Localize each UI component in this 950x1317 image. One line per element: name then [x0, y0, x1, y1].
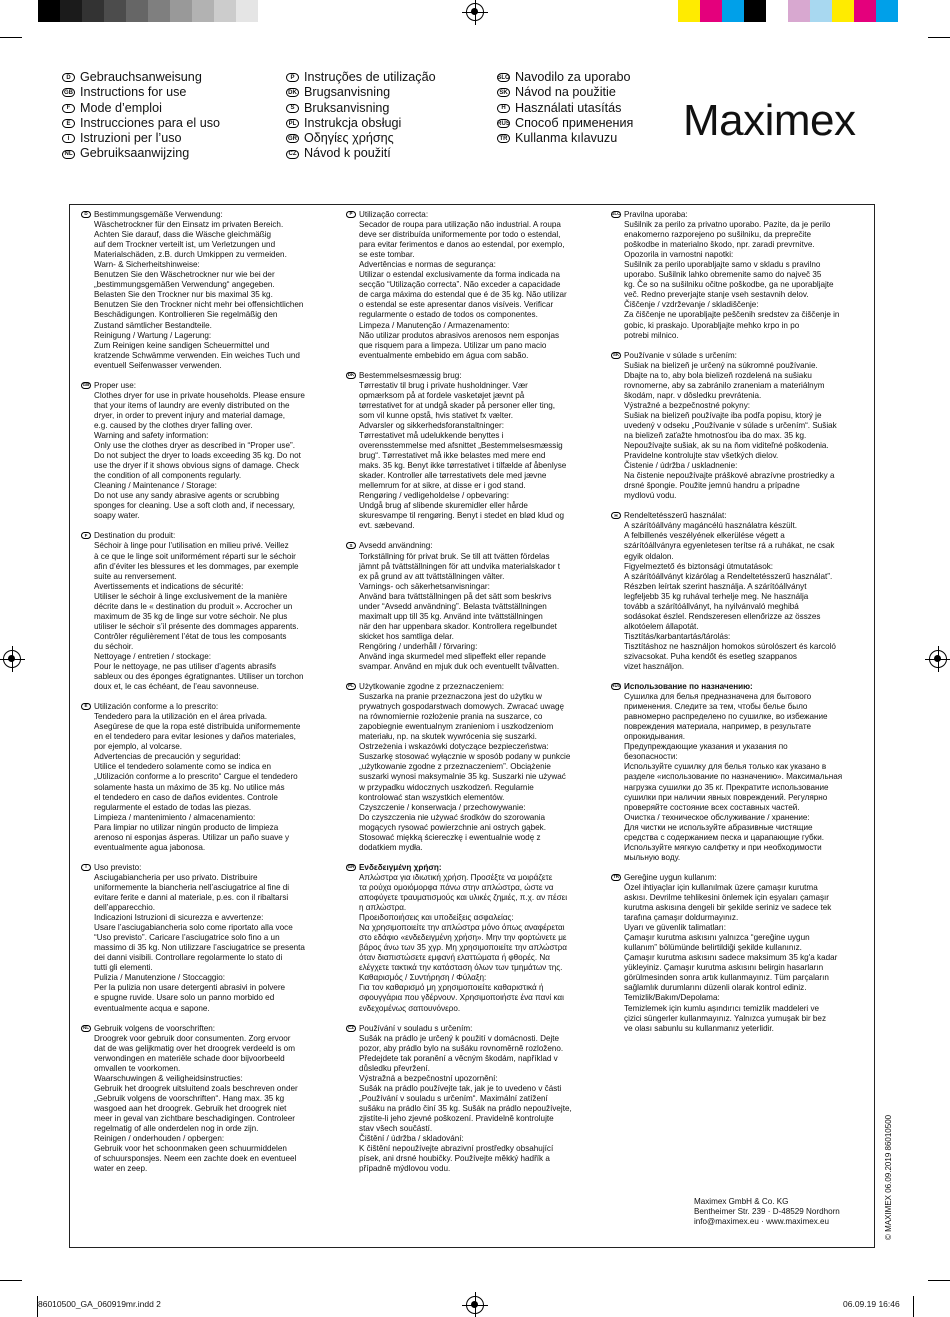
section-title: Používanie v súlade s určením:	[624, 350, 737, 360]
section-title: Avsedd användning:	[359, 541, 433, 551]
language-list-2	[286, 70, 436, 162]
section-heading	[346, 1024, 608, 1034]
section-body: Séchoir à linge pour l’utilisation en milieu privé. Veillez à ce que le linge soit uniformément réparti sur le séchoir afin d’éviter les blessures et les dommages, par exemple suite au renversement. Avertissements et indications de sécurité: Utiliser le séchoir à linge exclusivement de la manière décrite dans le « destination du produit ». Accrocher un maximum de 35 kg de linge sur votre séchoir. Ne plus utiliser le séchoir s’il présente des dommages apparents. Contrôler régulièrement l’état de tous les composants du séchoir. Nettoyage / entretien / stockage: Pour le nettoyage, ne pas utiliser d’agents abrasifs sableux ou des éponges égratignantes. Utiliser un torchon doux et, le cas échéant, de l’eau savonneuse.	[94, 541, 304, 692]
footer-datetime: 06.09.19 16:46	[843, 1299, 900, 1309]
language-title	[62, 146, 220, 161]
language-title	[497, 131, 633, 146]
language-code-badge: S	[346, 542, 356, 549]
language-title-text: Bruksanvisning	[304, 100, 390, 115]
language-title-text: Návod k použití	[304, 146, 391, 161]
section-title: Destination du produit:	[94, 531, 176, 541]
gray-swatch	[214, 0, 236, 22]
instruction-section	[81, 531, 343, 692]
section-heading	[611, 210, 873, 220]
language-title-text: Instructions for use	[80, 85, 187, 100]
color-swatch	[722, 0, 744, 22]
section-title: Uso previsto:	[94, 862, 142, 872]
section-heading	[81, 210, 343, 220]
instruction-section	[611, 873, 873, 1034]
gray-swatch	[126, 0, 148, 22]
section-body: Sušák na prádlo je určený k použití v domácnosti. Dejte pozor, aby prádlo bylo na sušáku rovnoměrně rozloženo. Předejdete tak poranění a věcným škodám, například v důsledku převržení. Výstražná a bezpečnostní upozornění: Sušák na prádlo používejte tak, jak je to uvedeno v části „Používání v souladu s určením“. Maximální zatížení sušáku na prádlo činí 35 kg. Sušák na prádlo nepoužívejte, zjistíte-li jeho zjevné poškození. Pravidelně kontrolujte stav všech součástí. Čištění / údržba / skladování: K čištění nepoužívejte abrazivní prostředky obsahující písek, ani drsné houbičky. Používejte měkký hadřík a případně mýdlovou vodu.	[359, 1033, 572, 1174]
language-title	[62, 131, 220, 146]
language-title-text: Gebruiksaanwijzing	[80, 146, 190, 161]
language-title	[286, 116, 436, 131]
language-code-badge: DK	[347, 371, 355, 377]
language-code-badge: GB	[64, 89, 73, 96]
section-body: Wäschetrockner für den Einsatz im privaten Bereich. Achten Sie darauf, dass die Wäsche gleichmäßig auf dem Trockner verteilt ist, um Verletzungen und Materialschäden, z.B. durch Umkippen zu vermeiden. Warn- & Sicherheitshinweise: Benutzen Sie den Wäschetrockner nur wie bei der „bestimmungsgemäßen Verwendung“ angegeben. Belasten Sie den Trockner nur bis maximal 35 kg. Benutzen Sie den Trockner nicht mehr bei offensichtlichen Beschädigungen. Kontrollieren Sie regelmäßig den Zustand sämtlicher Bestandteile. Reinigung / Wartung / Lagerung: Zum Reinigen keine sandigen Scheuermittel und kratzende Schwämme verwenden. Ein weiches Tuch und eventuell Seifenwasser verwenden.	[94, 220, 304, 370]
language-title-text: Brugsanvisning	[304, 85, 391, 100]
section-body: Sušiak na bielizeň je určený na súkromné používanie. Dbajte na to, aby bola bielizeň rozdelená na sušiaku rovnomerne, aby sa zabránilo zraneniam a materiálnym škodám, napr. v dôsledku prevrátenia. Výstražné a bezpečnostné pokyny: Sušiak na bielizeň používajte iba podľa popisu, ktorý je uvedený v odseku „Používanie v súlade s určením“. Sušiak na bielizeň zaťažte hmotnosťou iba do max. 35 kg. Nepoužívajte sušiak, ak su na ňom viditeľné poškodenia. Pravidelne kontrolujte stav všetkých dielov. Čistenie / údržba / uskladnenie: Na čistenie nepoužívajte práškové abrazívne prostriedky a drsné špongie. Použite jemnú handru a prípadne mydlovú vodu.	[624, 360, 837, 501]
instruction-column-1	[81, 210, 343, 1184]
language-code-badge: RUS	[611, 683, 621, 689]
section-body: Sušilnik za perilo za privatno uporabo. Pazite, da je perilo enakomerno razporejeno po sušilniku, da preprečite poškodbe in materialno škodo, npr. zaradi prevrnitve. Opozorila in varnostni napotki: Sušilnik za perilo uporabljajte samo v skladu s pravilno uporabo. Sušilnik lahko obremenite samo do največ 35 kg. Če so na sušilniku očitne poškodbe, ga ne uporabljajte več. Redno preverjajte stanje vseh sestavnih delov. Čiščenje / vzdrževanje / skladiščenje: Za čiščenje ne uporabljajte peščenih sredstev za čiščenje in gobic, ki praskajo. Uporabljajte mehko krpo in po potrebi milnico.	[624, 220, 840, 340]
language-title	[286, 85, 436, 100]
language-title	[286, 131, 436, 146]
color-calibration-strip	[678, 0, 898, 22]
section-body: Suszarka na pranie przeznaczona jest do użytku w prywatnych gospodarstwach domowych. Zwracać uwagę na równomiernie rozłożenie prania na suszarce, co zapobiegnie ewentualnym zranieniom i uszkodzeniom materiału, np. na skutek wywrócenia się suszarki. Ostrzeżenia i wskazówki dotyczące bezpieczeństwa: Suszarkę stosować wyłącznie w sposób podany w punkcie „użytkowanie zgodne z przeznaczeniem”. Obciążenie suszarki wynosi maksymalnie 35 kg. Suszarki nie używać w przypadku widocznych uszkodzeń. Regularnie kontrolować stan wszystkich elementów. Czyszczenie / konserwacja / przechowywanie: Do czyszczenia nie używać środków do szorowania mogących rysować powierzchnie ani ostrych gąbek. Stosować miękką ściereczkę i ewentualnie wodę z dodatkiem mydła.	[359, 692, 571, 852]
registration-mark-top	[466, 3, 484, 21]
color-swatch	[876, 0, 898, 22]
section-body: Tendedero para la utilización en el área privada. Asegúrese de que la ropa esté distribuida uniformemente en el tendedero para evitar lesiones y daños materiales, por ejemplo, al volcarse. Advertencias de precaución y seguridad: Utilice el tendedero solamente como se indica en „Utilización conforme a lo prescrito“ Cargue el tendedero solamente hasta un máximo de 35 kg. No utilice más el tendedero en caso de daños evidentes. Controle regularmente el estado de todas las piezas. Limpieza / mantenimiento / almacenamiento: Para limpiar no utilizar ningún producto de limpieza arenoso ni esponjas ásperas. Utilizar un paño suave y eventualmente agua jabonosa.	[94, 712, 301, 852]
instruction-section	[611, 351, 873, 502]
gray-swatch	[148, 0, 170, 22]
section-body: Απλώστρα για ιδιωτική χρήση. Προσέξτε να μοιράζετε τα ρούχα ομοιόμορφα πάνω στην απλώστρα, ώστε να αποφύγετε τραυματισμούς και υλικές ζημιές, π.χ. αν πέσει η απλώστρα. Προειδοποιήσεις και υποδείξεις ασφαλείας: Να χρησιμοποιείτε την απλώστρα μόνο όπως αναφέρεται στο εδάφιο «ενδεδειγμένη χρήση». Μην την φορτώνετε με βάρος άνω των 35 χγρ. Μη χρησιμοποιείτε την απλώστρα όταν διαπιστώσετε εμφανή ελαττώματα ή φθορές. Να ελέγχετε τακτικά την κατάσταση όλων των τμημάτων της. Καθαρισμός / Συντήρηση / Φύλαξη: Για τον καθαρισμό μη χρησιμοποιείτε καθαριστικά ή σφουγγάρια που γδέρνουν. Χρησιμοποιήστε ένα πανί και ενδεχομένως σαπουνόνερο.	[359, 872, 568, 1013]
language-title-text: Kullanma kılavuzu	[515, 131, 618, 146]
section-title: Proper use:	[94, 380, 137, 390]
language-code-badge: SK	[497, 88, 510, 97]
section-title: Používání v souladu s určením:	[359, 1023, 473, 1033]
crop-mark	[0, 37, 22, 38]
crop-mark	[913, 1296, 914, 1317]
language-title	[497, 101, 633, 116]
language-code-badge: H	[611, 512, 621, 519]
crop-mark	[0, 1280, 22, 1281]
language-code-badge: CZ	[286, 150, 299, 159]
section-heading	[81, 1024, 343, 1034]
language-code-badge: E	[62, 119, 75, 128]
instruction-section	[611, 511, 873, 672]
language-title	[497, 116, 633, 131]
section-body: Torkställning för privat bruk. Se till att tvätten fördelas jämnt på tvättställningen för att undvika materialskador t ex på grund av att tvättställningen välter. Varnings- och säkerhetsanvisningar: Använd bara tvättställningen på det sätt som beskrivs under “Avsedd användning”. Belasta tvättställningen maximalt upp till 35 kg. Använd inte tvättställningen när den har uppenbara skador. Kontrollera regelbundet skicket hos samtliga delar. Rengöring / underhåll / förvaring: Använd inga skurmedel med slipeffekt eller repande svampar. Använd en mjuk duk och eventuellt tvålvatten.	[359, 551, 560, 672]
copyright-code: © MAXIMEX 06.09.2019 86010500	[884, 1114, 893, 1240]
registration-mark-bottom	[466, 1296, 484, 1314]
language-code-badge: F	[81, 532, 91, 539]
language-title	[497, 70, 633, 85]
color-swatch	[700, 0, 722, 22]
section-heading	[611, 351, 873, 361]
language-code-badge: DK	[286, 88, 299, 97]
color-swatch	[788, 0, 810, 22]
language-code-badge: E	[81, 703, 91, 710]
color-swatch	[810, 0, 832, 22]
gray-swatch	[236, 0, 258, 22]
language-title-text: Návod na použitie	[515, 85, 616, 100]
language-title	[62, 101, 220, 116]
language-title-text: Οδηγίες χρήσης	[304, 131, 394, 146]
language-code-badge: F	[62, 104, 75, 113]
instruction-section	[611, 682, 873, 863]
language-title-text: Gebrauchsanweisung	[80, 70, 202, 84]
section-heading	[611, 682, 873, 692]
instruction-section	[81, 381, 343, 522]
section-body: Clothes dryer for use in private households. Please ensure that your items of laundry are evenly distributed on the dryer, in order to prevent injury and material damage, e.g. caused by the clothes dryer falling over. Warning and safety information: Only use the clothes dryer as described in “Proper use”. Do not subject the dryer to loads exceeding 35 kg. Do not use the dryer if it shows obvious signs of damage. Check the condition of all components regularly. Cleaning / Maintenance / Storage: Do not use any sandy abrasive agents or scrubbing sponges for cleaning. Use a soft cloth and, if necessary, soapy water.	[94, 390, 305, 521]
language-code-badge: I	[81, 864, 91, 871]
section-heading	[81, 702, 343, 712]
language-title-text: Instrucciones para el uso	[80, 115, 221, 130]
section-body: Droogrek voor gebruik door consumenten. Zorg ervoor dat de was gelijkmatig over het droogrek verdeeld is om verwondingen en materiële schade door bijvoorbeeld omvallen te voorkomen. Waarschuwingen & veiligheidsinstructies: Gebruik het droogrek uitsluitend zoals beschreven onder „Gebruik volgens de voorschriften“. Hang max. 35 kg wasgoed aan het droogrek. Gebruik het droogrek niet meer in geval van zichtbare beschadigingen. Controleer regelmatig of alle onderdelen nog in orde zijn. Reinigen / onderhouden / opbergen: Gebruik voor het schoonmaken geen schuurmiddelen of schuursponsjes. Neem een zachte doek en eventueel water en zeep.	[94, 1033, 298, 1174]
color-swatch	[678, 0, 700, 22]
language-code-badge: PL	[346, 683, 356, 690]
section-body: Сушилка для белья предназначена для бытового применения. Следите за тем, чтобы белье было равномерно распределено по сушилке, во избежание повреждения материала, например, в результате опрокидывания. Предупреждающие указания и указания по безопасности: Используйте сушилку для белья только как указано в разделе «использование по назначению». Максимальная нагрузка сушилки до 35 кг. Прекратите использование сушилки при наличии явных повреждений. Регулярно проверяйте состояние всех составных частей. Очистка / техническое обслуживание / хранение: Для чистки не используйте абразивные чистящие средства с содержанием песка и царапающие губки. Используйте мягкую салфетку и при необходимости мыльную воду.	[624, 692, 843, 862]
section-heading	[81, 863, 343, 873]
section-title: Ενδεδειγμένη χρήση:	[359, 862, 442, 872]
language-code-badge: I	[62, 134, 75, 143]
instruction-column-3	[611, 210, 873, 1044]
gray-swatch	[82, 0, 104, 22]
language-code-badge: GB	[82, 382, 90, 387]
section-title: Bestimmungsgemäße Verwendung:	[94, 210, 223, 219]
section-heading	[81, 381, 343, 391]
section-title: Utilização correcta:	[359, 210, 429, 219]
language-list-3	[497, 70, 633, 146]
instruction-column-2	[346, 210, 608, 1184]
section-heading	[346, 371, 608, 381]
section-heading	[346, 541, 608, 551]
crop-mark	[928, 1280, 950, 1281]
instruction-section	[81, 1024, 343, 1175]
color-swatch	[766, 0, 788, 22]
gray-swatch	[192, 0, 214, 22]
language-code-badge: D	[62, 73, 75, 82]
gray-swatch	[170, 0, 192, 22]
language-title	[62, 70, 220, 85]
section-heading	[81, 531, 343, 541]
language-code-badge: SLO	[611, 211, 621, 217]
language-code-badge: RUS	[497, 120, 510, 127]
language-title	[62, 85, 220, 100]
instruction-section	[611, 210, 873, 341]
registration-mark-right	[929, 650, 947, 668]
section-title: Użytkowanie zgodne z przeznaczeniem:	[359, 682, 504, 692]
language-title-text: Instruções de utilização	[304, 70, 436, 84]
section-body: Özel ihtiyaçlar için kullanılmak üzere çamaşır kurutma askısı. Devrilme tehlikesini önlemek için eşyaları çamaşır kurutma askısına dengeli bir şekilde seriniz ve sadece tek tarafına çamaşır doldurmayınız. Uyarı ve güvenlik talimatları: Çamaşır kurutma askısını yalnızca “gereğine uygun kullanım” bölümünde belirtildiği şekilde kullanınız. Çamaşır kurutma askısını sadece maksimum 35 kg'a kadar yükleyiniz. Çamaşır kurutma askısını belirgin hasarların görülmesinden sonra artık kullanmayınız. Tüm parçaların sağlamlık durumlarını düzenli olarak kontrol ediniz. Temizlik/Bakım/Depolama: Temizlemek için kumlu aşındırıcı temizlik maddeleri ve çizici süngerler kullanmayınız. Yalnızca yumuşak bir bez ve olası sabunlu su kullanmanız yeterlidir.	[624, 882, 838, 1033]
gray-swatch	[38, 0, 60, 22]
language-code-badge: SLO	[497, 74, 510, 81]
language-title	[286, 101, 436, 116]
section-heading	[346, 863, 608, 873]
section-title: Gereğine uygun kullanım:	[624, 872, 717, 882]
section-body: A szárítóállvány magáncélú használatra készült. A felbillenés veszélyének elkerülése végett a szárítóállványra egyenletesen terítse rá a ruhákat, ne csak egyik oldalon. Figyelmeztető és biztonsági útmutatások: A szárítóállványt kizárólag a Rendeltetésszerű használat”. Részben leírtak szerint használja. A szárítóállványt legfeljebb 35 kg ruhával terhelje meg. Ne használja tovább a szárítóállványt, ha nyilvánvaló meghibá sodásokat észlel. Rendszeresen ellenőrizze az összes alkotóelem állapotát. Tisztítás/karbantartás/tárolás: Tisztításhoz ne használjon homokos súrolószert és karcoló szivacsokat. Puha kendőt és esetleg szappanos vizet használjon.	[624, 521, 836, 672]
instruction-section	[346, 863, 608, 1014]
section-body: Secador de roupa para utilização não industrial. A roupa deve ser distribuída uniformemente por todo o estendal, para evitar ferimentos e danos ao estendal, por exemplo, se este tombar. Advertências e normas de segurança: Utilizar o estendal exclusivamente da forma indicada na secção “Utilização correcta”. Não exceder a capacidade de carga máxima do estendal que é de 35 kg. Não utilizar o estendal se este apresentar danos visíveis. Verificar regularmente o estado de todos os componentes. Limpeza / Manutenção / Armazenamento: Não utilizar produtos abrasivos arenosos nem esponjas que risquem para a limpeza. Utilizar um pano macio eventualmente embebido em água com sabão.	[359, 220, 567, 360]
section-heading	[346, 682, 608, 692]
language-title-text: Használati utasítás	[515, 100, 622, 115]
language-title-text: Instrukcja obsługi	[304, 115, 402, 130]
language-title	[286, 70, 436, 85]
instruction-section	[81, 702, 343, 853]
language-code-badge: P	[286, 73, 299, 82]
section-title: Rendeltetésszerű használat:	[624, 511, 727, 521]
color-swatch	[832, 0, 854, 22]
language-code-badge: NL	[83, 1024, 89, 1030]
gray-swatch	[60, 0, 82, 22]
section-body: Asciugabiancheria per uso privato. Distribuire uniformemente la biancheria nell’asciugatrice al fine di evitare ferite e danni al materiale, p.es. con il ribaltarsi dell’apparecchio. Indicazioni Istruzioni di sicurezza e avvertenze: Usare l’asciugabiancheria solo come riportato alla voce “Uso previsto”. Caricare l’asciugatrice solo fino a un massimo di 35 kg. Non utilizzare l’asciugatrice se presenta dei danni visibili. Controllare regolarmente lo stato di tutti gli elementi. Pulizia / Manutenzione / Stoccaggio: Per la pulizia non usare detergenti abrasivi in polvere e spugne ruvide. Usare solo un panno morbido ed eventualmente acqua e sapone.	[94, 872, 305, 1013]
color-swatch	[854, 0, 876, 22]
language-code-badge: CZ	[348, 1024, 354, 1030]
instruction-section	[346, 682, 608, 853]
language-code-badge: GR	[347, 864, 355, 870]
language-code-badge: H	[497, 104, 510, 113]
color-swatch	[744, 0, 766, 22]
section-heading	[346, 210, 608, 220]
instruction-section	[346, 541, 608, 672]
language-code-badge: P	[346, 211, 356, 218]
section-title: Utilización conforme a lo prescrito:	[94, 702, 219, 712]
language-code-badge: GR	[288, 135, 297, 142]
section-heading	[611, 873, 873, 883]
section-body: Tørrestativ til brug i private husholdninger. Vær opmærksom på at fordele vasketøjet jævnt på tørrestativet for at undgå skader på personer eller ting, som vil kunne opstå, hvis stativet fx vælter. Advarsler og sikkerhedsforanstaltninger: Tørrestativet må udelukkende benyttes i overensstemmelse med afsnittet „Bestemmelsesmæssig brug“. Tørrestativet må ikke belastes med mere end maks. 35 kg. Benyt ikke tørrestativet i tilfælde af åbenlyse skader. Kontroller alle tørrestativets dele med jævne mellemrum for at sikre, at disse er i god stand. Rengøring / vedligeholdelse / opbevaring: Undgå brug af slibende skuremidler eller hårde skuresvampe til rengøring. Benyt i stedet en blød klud og evt. sæbevand.	[359, 380, 567, 531]
language-code-badge: PL	[286, 119, 299, 128]
language-title-text: Navodilo za uporabo	[515, 70, 631, 84]
section-title: Pravilna uporaba:	[624, 210, 688, 219]
maximex-logo: Maximex	[683, 96, 856, 145]
instruction-section	[81, 210, 343, 371]
gray-calibration-strip	[38, 0, 258, 22]
crop-mark	[928, 37, 950, 38]
language-title	[62, 116, 220, 131]
language-code-badge: TR	[497, 134, 510, 143]
gray-swatch	[104, 0, 126, 22]
language-title-text: Способ применения	[515, 115, 634, 130]
language-title	[286, 146, 436, 161]
language-code-badge: NL	[62, 150, 75, 159]
language-code-badge: D	[81, 211, 91, 218]
section-title: Использование по назначению:	[624, 682, 753, 692]
language-title-text: Mode d’emploi	[80, 100, 162, 115]
instruction-section	[81, 863, 343, 1014]
instruction-section	[346, 1024, 608, 1175]
language-code-badge: S	[286, 104, 299, 113]
section-title: Bestemmelsesmæssig brug:	[359, 370, 462, 380]
language-code-badge: SK	[612, 351, 620, 357]
language-code-badge: TR	[613, 874, 619, 880]
section-title: Gebruik volgens de voorschriften:	[94, 1023, 216, 1033]
language-list-1	[62, 70, 220, 162]
footer-filename: 86010500_GA_060919mr.indd 2	[38, 1299, 161, 1309]
company-address: Maximex GmbH & Co. KG Bentheimer Str. 239 · D-48529 Nordhorn info@maximex.eu · www.maximex.eu	[694, 1197, 840, 1226]
section-heading	[611, 511, 873, 521]
language-title	[497, 85, 633, 100]
instruction-section	[346, 210, 608, 361]
language-title-text: Istruzioni per l’uso	[80, 131, 182, 146]
instruction-section	[346, 371, 608, 532]
registration-mark-left	[3, 650, 21, 668]
